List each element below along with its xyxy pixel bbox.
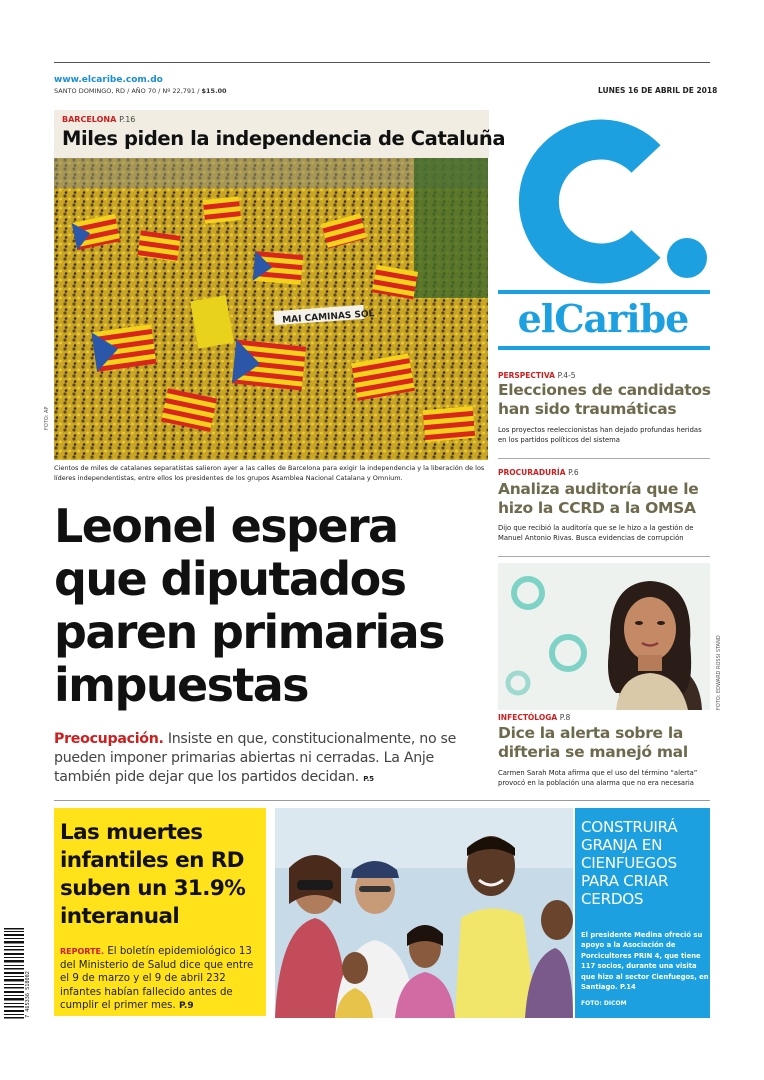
mortalidad-dek [60,945,265,1014]
mota-photo-credit: FOTO: EDWARD ROSSI STAND [716,635,722,710]
perspectiva-dek: Los proyectos reeleccionistas han dejado profundas heridas en los partidos políticos del sistema [498,426,702,444]
crowd-photo[interactable] [54,158,488,460]
lead-headline[interactable]: Leonel espera que diputados paren primarias impuestas [54,499,444,712]
barcelona-title[interactable]: Miles piden la independencia de Cataluña [62,127,506,150]
elcaribe-logo-c[interactable] [496,114,710,294]
medina-group-photo[interactable] [275,808,573,1018]
barcelona-page: P.16 [119,115,136,124]
barcode-icon [4,926,30,1020]
mortalidad-headline[interactable]: Las muertes infantiles en RD suben un 31.9% interanual [60,820,246,929]
lead-page: P.5 [363,775,374,783]
mortalidad-page: P.9 [178,1001,194,1012]
perspectiva-page: P.4-5 [557,371,576,380]
divider [498,556,710,557]
issue-date: LUNES 16 DE ABRIL DE 2018 [598,86,718,95]
mota-portrait-photo[interactable] [498,563,710,710]
mortalidad-lead-in: REPORTE. [60,947,105,956]
granja-dek [581,930,709,992]
edition-info [54,87,227,95]
procuraduria-dek: Dijo que recibió la auditoría que se le hizo a la gestión de Manuel Antonio Rivas. Busca evidencias de corrupción [498,524,694,542]
granja-dek-text: El presidente Medina ofreció su apoyo a la Asociación de Porcicultores PRIN 4, que tiene 117 socios, durante una visita que hizo al sector Cienfuegos, en Santiago. [581,931,709,992]
granja-headline[interactable]: CONSTRUIRÁ GRANJA EN CIENFUEGOS PARA CRIAR CERDOS [581,818,678,908]
procuraduria-page: P.6 [568,468,579,477]
barcode-number: 7 465336 518002 [25,971,31,1018]
lead-dek [54,730,494,789]
perspectiva-kicker [498,371,576,380]
divider [498,458,710,459]
barcode [4,926,30,1020]
logo-divider-bottom [498,346,710,350]
lead-lead-in: Preocupación. [54,731,164,747]
mota-portrait-illustration [498,563,710,710]
procuraduria-headline[interactable]: Analiza auditoría que le hizo la CCRD a la OMSA [498,480,699,517]
crowd-banner-text: MAI CAMINAS SOL [281,309,375,326]
infectologa-headline[interactable]: Dice la alerta sobre la difteria se manejó mal [498,724,688,761]
section-divider [54,800,710,801]
elcaribe-wordmark[interactable]: elCaribe [517,296,689,341]
site-url[interactable]: www.elcaribe.com.do [54,75,163,85]
infectologa-kicker-label: INFECTÓLOGA [498,713,558,722]
mortalidad-dek-text: El boletín epidemiológico 13 del Ministerio de Salud dice que entre el 9 de marzo y el 9 de abril 232 infantes habían fallecido antes de cumplir el primer mes. [60,946,254,1012]
barcelona-kicker [62,115,135,124]
procuraduria-kicker-label: PROCURADURÍA [498,468,566,477]
group-photo-illustration [275,808,573,1018]
infectologa-kicker [498,713,570,722]
perspectiva-kicker-label: PERSPECTIVA [498,371,555,380]
top-rule [54,62,710,63]
perspectiva-headline[interactable]: Elecciones de candidatos han sido traumáticas [498,381,711,418]
crowd-photo-illustration [54,158,488,460]
infectologa-page: P.8 [559,713,571,722]
barcelona-kicker-label: BARCELONA [62,115,117,124]
edition-text: SANTO DOMINGO, RD / AÑO 70 / Nº 22,791 / [54,87,200,95]
procuraduria-kicker [498,468,579,477]
granja-photo-credit: FOTO: DICOM [581,1000,627,1007]
lead-dek-text: Insiste en que, constitucionalmente, no se pueden imponer primarias abiertas ni cerradas. La Anje también pide dejar que los partidos decidan. [54,731,457,785]
logo-divider-top [498,290,710,294]
granja-page: P.14 [619,983,636,992]
infectologa-dek: Carmen Sarah Mota afirma que el uso del término “alerta” provocó en la población una alarma que no era necesaria [498,769,698,787]
price: $15.00 [201,87,227,95]
crowd-photo-credit: FOTO: AP [44,406,50,430]
logo-c-icon [496,114,710,294]
crowd-caption: Cientos de miles de catalanes separatistas salieron ayer a las calles de Barcelona para exigir la independencia y la liberación de los líderes independentistas, entre ellos los presidentes de los grupos Asamblea Nacional Catalana y Omnium. [54,464,485,482]
